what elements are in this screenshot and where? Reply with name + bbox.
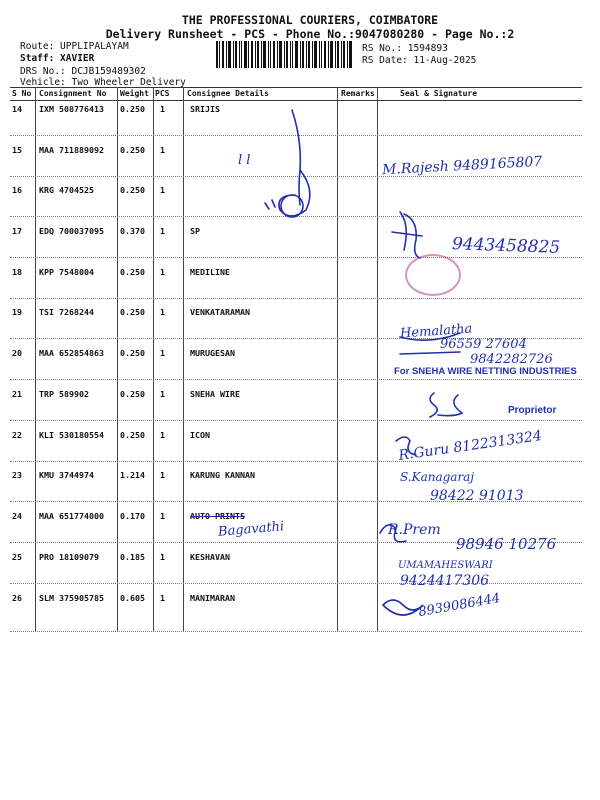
col-header-weight: Weight — [120, 89, 149, 98]
cell-consignee: KARUNG KANNAN — [190, 470, 255, 480]
cell-weight: 1.214 — [120, 470, 145, 480]
cell-sno: 26 — [12, 593, 22, 603]
route-label: Route: UPPLIPALAYAM — [20, 41, 129, 52]
cell-consignment: MAA 651774000 — [39, 511, 104, 521]
cell-weight: 0.250 — [120, 430, 145, 440]
row-separator — [10, 257, 582, 258]
cell-pcs: 1 — [160, 145, 165, 155]
cell-sno: 22 — [12, 430, 22, 440]
cell-consignment: KMU 3744974 — [39, 470, 94, 480]
table-top-rule — [10, 87, 582, 88]
cell-consignment: IXM 508776413 — [39, 104, 104, 114]
cell-consignment: KLI 530180554 — [39, 430, 104, 440]
cell-consignee: ICON — [190, 430, 210, 440]
table-row — [0, 104, 600, 145]
rs-date: RS Date: 11-Aug-2025 — [362, 55, 477, 66]
row-separator — [10, 583, 582, 584]
cell-consignment: EDQ 700037095 — [39, 226, 104, 236]
cell-weight: 0.250 — [120, 348, 145, 358]
signature: R.Guru 8122313324 — [397, 428, 543, 464]
cell-weight: 0.185 — [120, 552, 145, 562]
cell-consignment: TSI 7268244 — [39, 307, 94, 317]
cell-sno: 23 — [12, 470, 22, 480]
row-separator — [10, 420, 582, 421]
cell-sno: 17 — [12, 226, 22, 236]
row-separator — [10, 298, 582, 299]
col-header-consignee: Consignee Details — [187, 89, 269, 98]
cell-sno: 24 — [12, 511, 22, 521]
cell-consignee: AUTO PRINTS — [190, 511, 245, 521]
signature: S.Kanagaraj — [400, 470, 475, 484]
col-header-sno: S No — [12, 89, 32, 98]
cell-pcs: 1 — [160, 348, 165, 358]
cell-weight: 0.250 — [120, 104, 145, 114]
cell-consignee: SNEHA WIRE — [190, 389, 240, 399]
cell-sno: 25 — [12, 552, 22, 562]
cell-pcs: 1 — [160, 470, 165, 480]
handwritten-mark: l l — [238, 153, 251, 168]
company-name: THE PROFESSIONAL COURIERS, COIMBATORE — [181, 13, 439, 27]
cell-sno: 16 — [12, 185, 22, 195]
company-seal-stamp — [405, 254, 461, 296]
cell-pcs: 1 — [160, 307, 165, 317]
handwritten-phone: 9424417306 — [400, 573, 490, 589]
cell-sno: 20 — [12, 348, 22, 358]
cell-sno: 15 — [12, 145, 22, 155]
cell-consignee: MEDILINE — [190, 267, 230, 277]
cell-consignment: MAA 711889092 — [39, 145, 104, 155]
cell-weight: 0.250 — [120, 185, 145, 195]
handwritten-phone: 96559 27604 — [440, 337, 527, 352]
cell-consignment: KRG 4704525 — [39, 185, 94, 195]
col-header-pcs: PCS — [155, 89, 170, 98]
cell-consignee: SP — [190, 226, 200, 236]
cell-weight: 0.250 — [120, 145, 145, 155]
runsheet-title: Delivery Runsheet - PCS - Phone No.:9047080280 - Page No.:2 — [105, 27, 515, 41]
table-row — [0, 552, 600, 593]
cell-sno: 19 — [12, 307, 22, 317]
cell-consignee: KESHAVAN — [190, 552, 230, 562]
signature: R.Prem — [388, 522, 441, 538]
cell-consignee: MURUGESAN — [190, 348, 235, 358]
handwritten-name: UMAMAHESWARI — [398, 560, 493, 571]
col-header-seal: Seal & Signature — [400, 89, 478, 98]
signature: M.Rajesh 9489165807 — [381, 153, 543, 179]
cell-weight: 0.605 — [120, 593, 145, 603]
handwritten-note: Bagavathi — [217, 519, 285, 540]
company-stamp-text: For SNEHA WIRE NETTING INDUSTRIES — [394, 366, 577, 377]
row-separator — [10, 631, 582, 632]
cell-weight: 0.370 — [120, 226, 145, 236]
cell-consignment: PRO 18109079 — [39, 552, 99, 562]
cell-weight: 0.170 — [120, 511, 145, 521]
rs-number: RS No.: 1594893 — [362, 43, 448, 54]
handwritten-phone: 8939086444 — [417, 590, 502, 621]
proprietor-stamp-text: Proprietor — [508, 405, 557, 416]
cell-sno: 21 — [12, 389, 22, 399]
col-header-consignment: Consignment No — [39, 89, 107, 98]
signature: Hemalatha — [399, 321, 473, 342]
cell-pcs: 1 — [160, 552, 165, 562]
barcode-icon — [216, 41, 352, 68]
cell-consignment: TRP 589902 — [39, 389, 89, 399]
cell-sno: 18 — [12, 267, 22, 277]
handwritten-phone: 9842282726 — [470, 352, 553, 367]
cell-consignment: SLM 375905785 — [39, 593, 104, 603]
cell-consignment: KPP 7548004 — [39, 267, 94, 277]
cell-consignment: MAA 652854863 — [39, 348, 104, 358]
cell-consignee: VENKATARAMAN — [190, 307, 250, 317]
cell-pcs: 1 — [160, 511, 165, 521]
cell-weight: 0.250 — [120, 389, 145, 399]
cell-weight: 0.250 — [120, 307, 145, 317]
cell-weight: 0.250 — [120, 267, 145, 277]
table-row — [0, 267, 600, 308]
vehicle-label: Vehicle: Two Wheeler Delivery — [20, 77, 186, 88]
table-row — [0, 590, 600, 634]
handwritten-phone: 98422 91013 — [430, 488, 524, 504]
row-separator — [10, 216, 582, 217]
col-header-remarks: Remarks — [341, 89, 375, 98]
cell-pcs: 1 — [160, 185, 165, 195]
cell-sno: 14 — [12, 104, 22, 114]
cell-pcs: 1 — [160, 389, 165, 399]
row-separator — [10, 379, 582, 380]
cell-pcs: 1 — [160, 593, 165, 603]
cell-pcs: 1 — [160, 104, 165, 114]
header-bottom-rule — [10, 100, 582, 101]
row-separator — [10, 461, 582, 462]
row-separator — [10, 135, 582, 136]
drs-number: DRS No.: DCJB159489302 — [20, 66, 146, 77]
table-row — [0, 185, 600, 226]
staff-label: Staff: XAVIER — [20, 53, 95, 64]
handwritten-phone: 9443458825 — [451, 234, 561, 258]
handwritten-phone: 98946 10276 — [456, 535, 557, 553]
cell-consignee: MANIMARAN — [190, 593, 235, 603]
row-separator — [10, 176, 582, 177]
cell-pcs: 1 — [160, 430, 165, 440]
cell-pcs: 1 — [160, 226, 165, 236]
cell-consignee: SRIJIS — [190, 104, 220, 114]
cell-pcs: 1 — [160, 267, 165, 277]
